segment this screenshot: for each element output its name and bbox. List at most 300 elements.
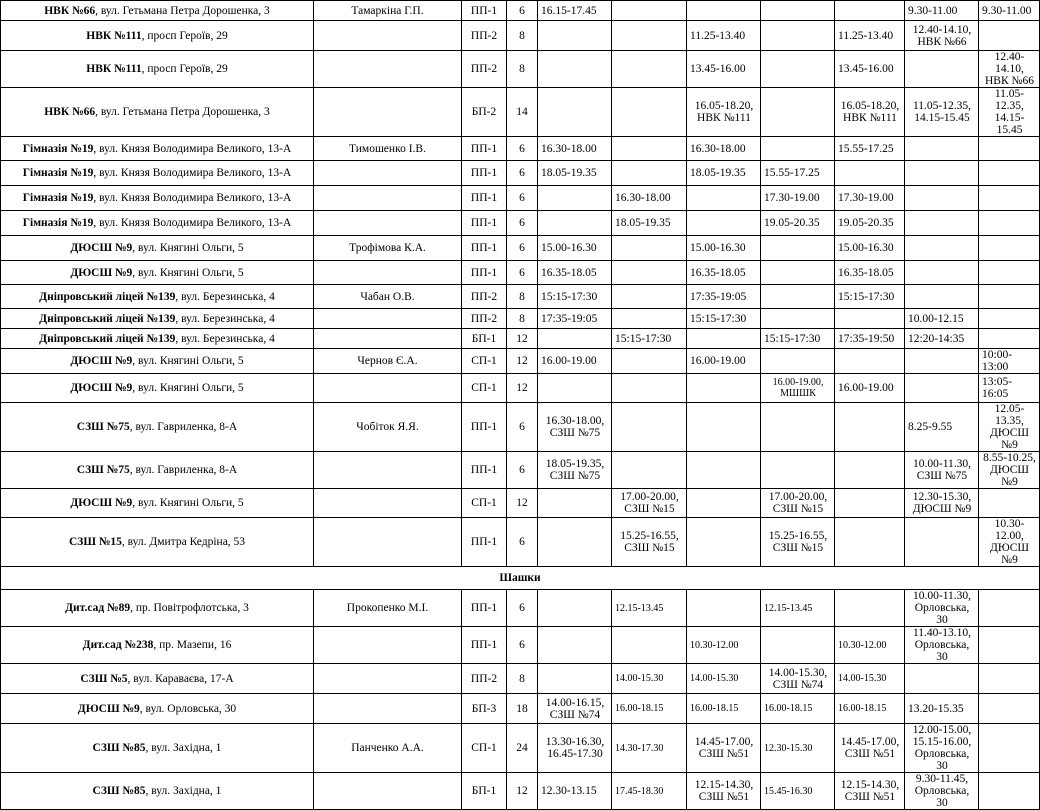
place-name: ДЮСШ №9: [70, 266, 133, 279]
hours-cell: 6: [507, 137, 538, 161]
schedule-cell-day-4: [761, 88, 835, 137]
schedule-cell-day-7: [979, 261, 1040, 285]
schedule-cell-day-3: 15.00-16.30: [687, 236, 761, 261]
schedule-cell-day-7: [979, 161, 1040, 186]
place-cell: [1, 261, 314, 285]
schedule-cell-day-2: 15:15-17:30: [612, 329, 687, 349]
schedule-cell-day-4: [761, 137, 835, 161]
schedule-cell-day-7: [979, 21, 1040, 51]
schedule-cell-day-5: 16.00-19.00: [835, 374, 905, 403]
schedule-cell-day-4: [761, 403, 835, 452]
table-row: [1, 51, 1040, 88]
schedule-cell-day-1: 12.30-13.15: [538, 773, 612, 810]
schedule-cell-day-1: [538, 489, 612, 518]
hours-cell: 6: [507, 1, 538, 21]
place-address: , вул. Караваєва, 17-А: [127, 672, 234, 685]
schedule-cell-day-4: 15.45-16.30: [761, 773, 835, 810]
schedule-cell-day-4: 17.00-20.00, СЗШ №15: [761, 489, 835, 518]
coach-cell: [314, 518, 462, 567]
schedule-cell-day-1: [538, 211, 612, 236]
schedule-cell-day-5: [835, 1, 905, 21]
place-address: , вул. Княгині Ольги, 5: [132, 266, 244, 279]
schedule-cell-day-6: 11.40-13.10, Орловська, 30: [905, 627, 979, 664]
schedule-body-checkers: [1, 590, 1040, 810]
schedule-cell-day-1: 16.00-19.00: [538, 349, 612, 374]
coach-cell: [314, 374, 462, 403]
table-row: [1, 773, 1040, 810]
schedule-cell-day-1: [538, 518, 612, 567]
schedule-cell-day-5: 17:35-19:50: [835, 329, 905, 349]
schedule-cell-day-3: 16.00-19.00: [687, 349, 761, 374]
schedule-cell-day-1: 16.30-18.00, СЗШ №75: [538, 403, 612, 452]
schedule-cell-day-1: 13.30-16.30, 16.45-17.30: [538, 724, 612, 773]
schedule-cell-day-4: [761, 627, 835, 664]
place-address: , вул. Княгині Ольги, 5: [132, 382, 244, 394]
schedule-cell-day-1: 18.05-19.35: [538, 161, 612, 186]
schedule-cell-day-3: 16.00-18.15: [687, 694, 761, 724]
hours-cell: 8: [507, 664, 538, 694]
schedule-cell-day-1: [538, 590, 612, 627]
schedule-cell-day-7: [979, 664, 1040, 694]
schedule-cell-day-3: [687, 452, 761, 489]
schedule-cell-day-1: 15:15-17:30: [538, 285, 612, 309]
schedule-cell-day-6: [905, 236, 979, 261]
schedule-cell-day-6: 10.00-11.30, Орловська, 30: [905, 590, 979, 627]
schedule-cell-day-2: 14.00-15.30: [612, 664, 687, 694]
schedule-cell-day-2: [612, 161, 687, 186]
group-cell: ПП-2: [462, 285, 507, 309]
schedule-cell-day-5: [835, 403, 905, 452]
group-cell: БП-3: [462, 694, 507, 724]
coach-cell: Чернов Є.А.: [314, 349, 462, 374]
schedule-cell-day-5: 16.35-18.05: [835, 261, 905, 285]
hours-cell: 8: [507, 285, 538, 309]
schedule-cell-day-3: [687, 329, 761, 349]
group-cell: ПП-2: [462, 309, 507, 329]
schedule-cell-day-1: [538, 88, 612, 137]
table-row: [1, 349, 1040, 374]
coach-cell: [314, 452, 462, 489]
schedule-cell-day-6: 12.30-15.30, ДЮСШ №9: [905, 489, 979, 518]
place-name: НВК №66: [44, 106, 96, 118]
place-address: , вул. Князя Володимира Великого, 13-А: [93, 217, 292, 229]
schedule-cell-day-2: 16.30-18.00: [612, 186, 687, 211]
schedule-cell-day-4: 16.00-19.00, МШШК: [761, 374, 835, 403]
hours-cell: 12: [507, 349, 538, 374]
place-cell: [1, 403, 314, 452]
schedule-cell-day-7: [979, 186, 1040, 211]
schedule-cell-day-2: 15.25-16.55, СЗШ №15: [612, 518, 687, 567]
schedule-cell-day-7: 10.30-12.00, ДЮСШ №9: [979, 518, 1040, 567]
place-name: НВК №111: [86, 63, 142, 75]
schedule-cell-day-6: [905, 664, 979, 694]
schedule-cell-day-2: [612, 349, 687, 374]
schedule-cell-day-6: [905, 161, 979, 186]
coach-cell: Тамаркіна Г.П.: [314, 1, 462, 21]
section-title: Шашки: [1, 567, 1040, 590]
schedule-cell-day-2: [612, 21, 687, 51]
hours-cell: 6: [507, 236, 538, 261]
schedule-cell-day-3: 14.45-17.00, СЗШ №51: [687, 724, 761, 773]
hours-cell: 6: [507, 211, 538, 236]
group-cell: СП-1: [462, 374, 507, 403]
schedule-cell-day-5: [835, 489, 905, 518]
hours-cell: 12: [507, 374, 538, 403]
schedule-cell-day-4: [761, 1, 835, 21]
schedule-cell-day-5: [835, 349, 905, 374]
schedule-cell-day-1: 16.30-18.00: [538, 137, 612, 161]
schedule-cell-day-6: 12.00-15.00, 15.15-16.00, Орловська, 30: [905, 724, 979, 773]
place-name: Гімназія №19: [22, 217, 94, 229]
hours-cell: 12: [507, 329, 538, 349]
schedule-cell-day-7: [979, 694, 1040, 724]
place-address: , вул. Князя Володимира Великого, 13-А: [93, 192, 292, 204]
schedule-cell-day-7: [979, 773, 1040, 810]
place-address: , вул. Княгині Ольги, 5: [132, 355, 244, 367]
place-name: Дит.сад №238: [82, 639, 154, 651]
hours-cell: 12: [507, 489, 538, 518]
schedule-cell-day-2: [612, 236, 687, 261]
schedule-cell-day-5: 15.00-16.30: [835, 236, 905, 261]
hours-cell: 6: [507, 627, 538, 664]
place-address: , вул. Березинська, 4: [175, 290, 275, 303]
place-cell: [1, 329, 314, 349]
schedule-cell-day-4: [761, 261, 835, 285]
table-row: [1, 88, 1040, 137]
group-cell: ПП-1: [462, 590, 507, 627]
schedule-cell-day-2: [612, 452, 687, 489]
schedule-cell-day-6: [905, 374, 979, 403]
schedule-cell-day-6: 9.30-11.45, Орловська, 30: [905, 773, 979, 810]
table-row: [1, 627, 1040, 664]
schedule-cell-day-2: [612, 309, 687, 329]
group-cell: ПП-1: [462, 211, 507, 236]
schedule-cell-day-7: [979, 236, 1040, 261]
place-cell: [1, 186, 314, 211]
schedule-cell-day-5: 10.30-12.00: [835, 627, 905, 664]
schedule-cell-day-2: 18.05-19.35: [612, 211, 687, 236]
coach-cell: [314, 211, 462, 236]
table-row: [1, 489, 1040, 518]
place-address: , вул. Княгині Ольги, 5: [132, 242, 244, 254]
schedule-cell-day-7: [979, 329, 1040, 349]
schedule-cell-day-1: [538, 627, 612, 664]
group-cell: ПП-1: [462, 161, 507, 186]
place-cell: [1, 664, 314, 694]
group-cell: ПП-2: [462, 664, 507, 694]
schedule-cell-day-1: 16.35-18.05: [538, 261, 612, 285]
schedule-cell-day-3: 10.30-12.00: [687, 627, 761, 664]
schedule-cell-day-5: 15.55-17.25: [835, 137, 905, 161]
table-row: [1, 285, 1040, 309]
coach-cell: [314, 88, 462, 137]
place-name: Гімназія №19: [22, 192, 94, 204]
coach-cell: Прокопенко М.І.: [314, 590, 462, 627]
schedule-cell-day-6: [905, 211, 979, 236]
hours-cell: 6: [507, 452, 538, 489]
schedule-cell-day-3: 17:35-19:05: [687, 285, 761, 309]
schedule-cell-day-7: 10:00-13:00: [979, 349, 1040, 374]
place-cell: [1, 285, 314, 309]
schedule-cell-day-5: 19.05-20.35: [835, 211, 905, 236]
schedule-cell-day-1: [538, 21, 612, 51]
place-name: Дит.сад №89: [65, 602, 131, 614]
coach-cell: [314, 186, 462, 211]
group-cell: ПП-1: [462, 186, 507, 211]
schedule-cell-day-6: [905, 518, 979, 567]
table-row: [1, 590, 1040, 627]
schedule-cell-day-1: 14.00-16.15, СЗШ №74: [538, 694, 612, 724]
schedule-cell-day-5: 11.25-13.40: [835, 21, 905, 51]
coach-cell: [314, 161, 462, 186]
hours-cell: 6: [507, 186, 538, 211]
schedule-cell-day-5: 12.15-14.30, СЗШ №51: [835, 773, 905, 810]
group-cell: ПП-1: [462, 627, 507, 664]
schedule-cell-day-7: [979, 489, 1040, 518]
schedule-cell-day-4: [761, 285, 835, 309]
schedule-cell-day-6: 12:20-14:35: [905, 329, 979, 349]
schedule-cell-day-7: 12.05-13.35, ДЮСШ №9: [979, 403, 1040, 452]
table-row: [1, 161, 1040, 186]
group-cell: БП-1: [462, 773, 507, 810]
schedule-cell-day-4: 19.05-20.35: [761, 211, 835, 236]
schedule-cell-day-3: 12.15-14.30, СЗШ №51: [687, 773, 761, 810]
schedule-cell-day-4: 14.00-15.30, СЗШ №74: [761, 664, 835, 694]
coach-cell: [314, 51, 462, 88]
place-name: Дніпровський ліцей №139: [39, 290, 176, 303]
schedule-cell-day-5: [835, 452, 905, 489]
schedule-cell-day-6: [905, 137, 979, 161]
group-cell: ПП-1: [462, 1, 507, 21]
schedule-cell-day-6: [905, 349, 979, 374]
schedule-cell-day-3: 14.00-15.30: [687, 664, 761, 694]
place-cell: [1, 137, 314, 161]
group-cell: ПП-1: [462, 137, 507, 161]
schedule-cell-day-5: 16.00-18.15: [835, 694, 905, 724]
schedule-cell-day-2: 14.30-17.30: [612, 724, 687, 773]
schedule-cell-day-4: 12.30-15.30: [761, 724, 835, 773]
hours-cell: 6: [507, 590, 538, 627]
schedule-cell-day-5: 15:15-17:30: [835, 285, 905, 309]
schedule-cell-day-4: [761, 21, 835, 51]
schedule-cell-day-2: 12.15-13.45: [612, 590, 687, 627]
schedule-cell-day-4: [761, 236, 835, 261]
place-address: , вул. Березинська, 4: [175, 312, 275, 325]
coach-cell: Трофімова К.А.: [314, 236, 462, 261]
place-address: , вул. Західна, 1: [145, 742, 222, 754]
schedule-cell-day-7: 8.55-10.25, ДЮСШ №9: [979, 452, 1040, 489]
place-address: , просп Героїв, 29: [141, 63, 228, 75]
place-cell: [1, 51, 314, 88]
place-name: ДЮСШ №9: [70, 497, 133, 509]
schedule-cell-day-1: [538, 186, 612, 211]
schedule-cell-day-6: 12.40-14.10, НВК №66: [905, 21, 979, 51]
schedule-cell-day-2: [612, 51, 687, 88]
schedule-cell-day-3: [687, 489, 761, 518]
schedule-cell-day-4: 12.15-13.45: [761, 590, 835, 627]
coach-cell: [314, 309, 462, 329]
schedule-cell-day-3: [687, 1, 761, 21]
table-row: [1, 137, 1040, 161]
schedule-cell-day-3: 13.45-16.00: [687, 51, 761, 88]
schedule-cell-day-5: [835, 309, 905, 329]
place-name: Гімназія №19: [22, 167, 94, 179]
group-cell: ПП-1: [462, 518, 507, 567]
place-cell: [1, 161, 314, 186]
schedule-cell-day-2: [612, 261, 687, 285]
schedule-cell-day-5: [835, 590, 905, 627]
schedule-cell-day-4: 15.55-17.25: [761, 161, 835, 186]
schedule-cell-day-2: [612, 374, 687, 403]
schedule-cell-day-7: [979, 309, 1040, 329]
schedule-cell-day-3: 18.05-19.35: [687, 161, 761, 186]
schedule-cell-day-2: [612, 285, 687, 309]
table-row: [1, 329, 1040, 349]
place-name: СЗШ №85: [92, 785, 146, 797]
place-address: , вул. Княгині Ольги, 5: [132, 497, 244, 509]
place-name: СЗШ №85: [92, 742, 146, 754]
schedule-cell-day-6: 8.25-9.55: [905, 403, 979, 452]
table-row: [1, 694, 1040, 724]
schedule-cell-day-1: [538, 374, 612, 403]
schedule-cell-day-3: [687, 211, 761, 236]
schedule-cell-day-1: 17:35-19:05: [538, 309, 612, 329]
schedule-cell-day-5: 13.45-16.00: [835, 51, 905, 88]
coach-cell: Панченко А.А.: [314, 724, 462, 773]
schedule-cell-day-3: 16.35-18.05: [687, 261, 761, 285]
schedule-cell-day-4: [761, 349, 835, 374]
place-name: ДЮСШ №9: [70, 382, 133, 394]
table-row: [1, 664, 1040, 694]
schedule-cell-day-3: 11.25-13.40: [687, 21, 761, 51]
schedule-cell-day-6: [905, 51, 979, 88]
section-header-row: [1, 567, 1040, 590]
place-cell: [1, 1, 314, 21]
table-row: [1, 309, 1040, 329]
schedule-cell-day-1: 16.15-17.45: [538, 1, 612, 21]
schedule-cell-day-5: 16.05-18.20, НВК №111: [835, 88, 905, 137]
place-address: , вул. Гетьмана Петра Дорошенка, 3: [95, 4, 270, 17]
schedule-cell-day-4: 17.30-19.00: [761, 186, 835, 211]
schedule-cell-day-5: 17.30-19.00: [835, 186, 905, 211]
coach-cell: [314, 773, 462, 810]
schedule-cell-day-2: 17.00-20.00, СЗШ №15: [612, 489, 687, 518]
schedule-cell-day-1: [538, 329, 612, 349]
hours-cell: 6: [507, 518, 538, 567]
place-address: , просп Героїв, 29: [141, 29, 228, 42]
hours-cell: 8: [507, 21, 538, 51]
schedule-cell-day-6: [905, 285, 979, 309]
place-name: СЗШ №75: [76, 464, 130, 476]
schedule-cell-day-4: 16.00-18.15: [761, 694, 835, 724]
schedule-cell-day-1: [538, 664, 612, 694]
place-address: , вул. Князя Володимира Великого, 13-А: [93, 167, 292, 179]
place-address: , вул. Орловська, 30: [139, 702, 237, 715]
hours-cell: 18: [507, 694, 538, 724]
schedule-cell-day-6: [905, 186, 979, 211]
place-cell: [1, 590, 314, 627]
table-row: [1, 374, 1040, 403]
coach-cell: [314, 489, 462, 518]
schedule-cell-day-7: 11.05-12.35, 14.15-15.45: [979, 88, 1040, 137]
place-name: ДЮСШ №9: [70, 242, 133, 254]
hours-cell: 8: [507, 309, 538, 329]
schedule-cell-day-3: [687, 403, 761, 452]
schedule-cell-day-3: [687, 186, 761, 211]
place-cell: [1, 489, 314, 518]
hours-cell: 24: [507, 724, 538, 773]
coach-cell: Тимошенко І.В.: [314, 137, 462, 161]
coach-cell: [314, 664, 462, 694]
schedule-cell-day-4: 15.25-16.55, СЗШ №15: [761, 518, 835, 567]
place-address: , вул. Західна, 1: [145, 785, 222, 797]
schedule-body-chess: [1, 1, 1040, 567]
place-cell: [1, 309, 314, 329]
coach-cell: [314, 627, 462, 664]
schedule-cell-day-1: 15.00-16.30: [538, 236, 612, 261]
table-row: [1, 1, 1040, 21]
hours-cell: 8: [507, 51, 538, 88]
table-row: [1, 724, 1040, 773]
schedule-cell-day-4: [761, 452, 835, 489]
place-cell: [1, 694, 314, 724]
place-cell: [1, 21, 314, 51]
group-cell: ПП-1: [462, 452, 507, 489]
place-address: , вул. Березинська, 4: [175, 332, 275, 345]
place-cell: [1, 773, 314, 810]
schedule-cell-day-5: [835, 161, 905, 186]
schedule-cell-day-1: [538, 51, 612, 88]
place-cell: [1, 724, 314, 773]
group-cell: ПП-1: [462, 403, 507, 452]
place-cell: [1, 349, 314, 374]
group-cell: БП-2: [462, 88, 507, 137]
coach-cell: [314, 261, 462, 285]
place-name: ДЮСШ №9: [77, 702, 140, 715]
schedule-cell-day-5: [835, 518, 905, 567]
hours-cell: 6: [507, 403, 538, 452]
table-row: [1, 211, 1040, 236]
place-name: СЗШ №15: [68, 536, 122, 548]
schedule-cell-day-2: 17.45-18.30: [612, 773, 687, 810]
schedule-cell-day-7: 9.30-11.00: [979, 1, 1040, 21]
place-name: Дніпровський ліцей №139: [39, 312, 176, 325]
schedule-cell-day-7: [979, 724, 1040, 773]
place-cell: [1, 627, 314, 664]
coach-cell: Чабан О.В.: [314, 285, 462, 309]
group-cell: ПП-1: [462, 236, 507, 261]
coach-cell: [314, 694, 462, 724]
coach-cell: [314, 21, 462, 51]
schedule-cell-day-6: 9.30-11.00: [905, 1, 979, 21]
schedule-cell-day-6: 13.20-15.35: [905, 694, 979, 724]
place-cell: [1, 518, 314, 567]
hours-cell: 12: [507, 773, 538, 810]
place-address: , вул. Гавриленка, 8-А: [129, 421, 238, 433]
schedule-cell-day-5: 14.00-15.30: [835, 664, 905, 694]
place-address: , пр. Повітрофлотська, 3: [130, 602, 249, 614]
schedule-cell-day-2: 16.00-18.15: [612, 694, 687, 724]
place-name: НВК №111: [86, 29, 142, 42]
group-cell: СП-1: [462, 349, 507, 374]
schedule-cell-day-2: [612, 627, 687, 664]
table-row: [1, 186, 1040, 211]
schedule-cell-day-4: 15:15-17:30: [761, 329, 835, 349]
schedule-cell-day-2: [612, 88, 687, 137]
schedule-cell-day-4: [761, 309, 835, 329]
place-name: СЗШ №5: [80, 672, 128, 685]
schedule-cell-day-6: 10.00-12.15: [905, 309, 979, 329]
